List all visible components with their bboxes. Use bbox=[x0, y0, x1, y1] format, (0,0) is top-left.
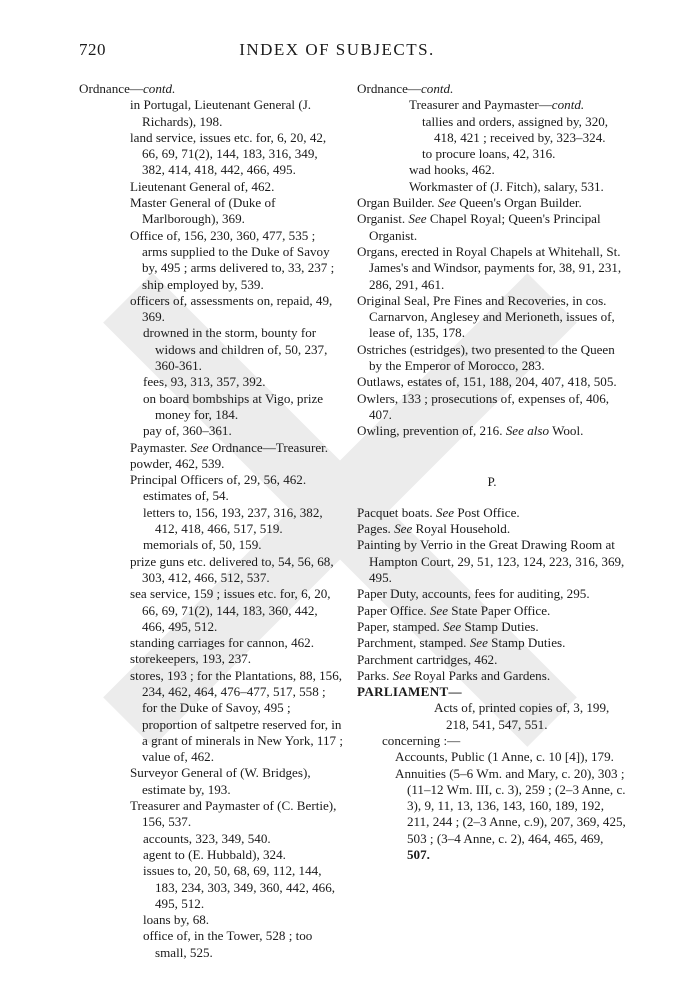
index-entry: issues to, 20, 50, 68, 69, 112, 144, 183, 234, 303, 349, 360, 442, 466, 495, 512. bbox=[143, 863, 336, 911]
page-number: 720 bbox=[79, 40, 106, 59]
index-entry: officers of, assessments on, repaid, 49, 369. bbox=[130, 292, 333, 325]
index-entry: Pacquet boats. See Post Office. bbox=[357, 504, 520, 520]
index-entry: office of, in the Tower, 528 ; too small, 525. bbox=[143, 928, 313, 960]
index-entry: Lieutenant General of, 462. bbox=[130, 178, 275, 194]
index-entry: Parchment cartridges, 462. bbox=[357, 651, 498, 667]
index-entry: Treasurer and Paymaster—contd. bbox=[409, 97, 585, 113]
index-entry: Paper Office. See State Paper Office. bbox=[357, 602, 551, 618]
parliament-accounts: Accounts, Public (1 Anne, c. 10 [4]), 179. bbox=[395, 749, 614, 765]
index-entry: to procure loans, 42, 316. bbox=[422, 146, 556, 162]
index-entry: standing carriages for cannon, 462. bbox=[130, 635, 314, 651]
parliament-acts: Acts of, printed copies of, 3, 199, 218, 541, 547, 551. bbox=[434, 700, 610, 732]
index-entry: memorials of, 50, 159. bbox=[143, 537, 262, 553]
page-header bbox=[0, 40, 674, 64]
index-entry: Organs, erected in Royal Chapels at Whitehall, St. James's and Windsor, payments for, 38, 91, 231, 286, 291, 461. bbox=[357, 243, 622, 292]
index-entry: pay of, 360–361. bbox=[143, 423, 232, 439]
parliament-heading: PARLIAMENT— bbox=[357, 684, 462, 700]
index-entry: Workmaster of (J. Fitch), salary, 531. bbox=[409, 178, 604, 194]
index-entry: fees, 93, 313, 357, 392. bbox=[143, 374, 266, 390]
right-column bbox=[357, 81, 627, 863]
index-entry: sea service, 159 ; issues etc. for, 6, 20, 66, 69, 71(2), 144, 183, 360, 442, 466, 495, 512. bbox=[130, 586, 331, 634]
index-entry: wad hooks, 462. bbox=[409, 162, 495, 178]
page-title: INDEX OF SUBJECTS. bbox=[239, 40, 435, 59]
section-letter: P. bbox=[487, 473, 497, 489]
left-column bbox=[79, 81, 343, 961]
index-entry: storekeepers, 193, 237. bbox=[130, 651, 252, 667]
index-entry: Treasurer and Paymaster of (C. Bertie), 156, 537. bbox=[130, 798, 337, 830]
ordnance-continued-block bbox=[357, 81, 627, 440]
index-entry: estimates of, 54. bbox=[143, 488, 229, 504]
index-entry: Paymaster. See Ordnance—Treasurer. bbox=[130, 439, 329, 455]
index-entry: Master General of (Duke of Marlborough), 369. bbox=[130, 195, 276, 227]
index-entry: Paper Duty, accounts, fees for auditing, 295. bbox=[357, 586, 590, 602]
index-entry: Organist. See Chapel Royal; Queen's Principal Organist. bbox=[357, 211, 601, 243]
index-entry: Office of, 156, 230, 360, 477, 535 ; arms supplied to the Duke of Savoy by, 495 ; arms delivered to, 33, 237 ; ship employed by, 539. bbox=[130, 227, 335, 292]
index-entry: on board bombships at Vigo, prize money for, 184. bbox=[143, 390, 324, 422]
index-entry: in Portugal, Lieutenant General (J. Richards), 198. bbox=[130, 97, 312, 129]
index-entry: Principal Officers of, 29, 56, 462. bbox=[130, 472, 307, 488]
index-entry: Ostriches (estridges), two presented to the Queen by the Emperor of Morocco, 283. bbox=[357, 341, 615, 374]
index-entry: Parchment, stamped. See Stamp Duties. bbox=[357, 635, 566, 651]
p-entries-block bbox=[357, 505, 627, 684]
parliament-annuities: Annuities (5–6 Wm. and Mary, c. 20), 303 ; (11–12 Wm. III, c. 3), 259 ; (2–3 Anne, c. 3), 9, 11, 13, 136, 143, 160, 189, 192, 211, 244 ; (2–3 Anne, c.9), 207, 369, 425, 503 ; (3–4 Anne, c. 2), 464, 465, 469, 507. bbox=[395, 765, 626, 863]
index-entry: land service, issues etc. for, 6, 20, 42, 66, 69, 71(2), 144, 183, 316, 349, 382, 414, 418, 442, 466, 495. bbox=[130, 129, 327, 178]
index-entry: Owling, prevention of, 216. See also Wool. bbox=[357, 423, 584, 439]
index-entry: tallies and orders, assigned by, 320, 418, 421 ; received by, 323–324. bbox=[422, 113, 609, 145]
index-entry: Paper, stamped. See Stamp Duties. bbox=[357, 618, 539, 634]
index-entry: stores, 193 ; for the Plantations, 88, 156, 234, 462, 464, 476–477, 517, 558 ; for the Duke of Savoy, 495 ; proportion of saltpetre reserved for, in a grant of minerals in New York, 117 ; value of, 462. bbox=[130, 667, 343, 765]
index-entry: drowned in the storm, bounty for widows and children of, 50, 237, 360-361. bbox=[143, 325, 328, 374]
index-entry: loans by, 68. bbox=[143, 912, 210, 928]
index-entry: Ordnance—contd. bbox=[79, 81, 176, 96]
index-entry: Ordnance—contd. bbox=[357, 81, 454, 96]
index-entry: Parks. See Royal Parks and Gardens. bbox=[357, 667, 551, 683]
index-entry: Owlers, 133 ; prosecutions of, expenses of, 406, 407. bbox=[357, 390, 610, 422]
index-entry: prize guns etc. delivered to, 54, 56, 68, 303, 412, 466, 512, 537. bbox=[130, 553, 334, 585]
index-entry: Outlaws, estates of, 151, 188, 204, 407, 418, 505. bbox=[357, 374, 617, 390]
index-entry: agent to (E. Hubbald), 324. bbox=[143, 846, 286, 862]
index-entry: letters to, 156, 193, 237, 316, 382, 412, 418, 466, 517, 519. bbox=[143, 504, 323, 537]
parliament-concerning: concerning :— bbox=[382, 732, 461, 748]
index-entry: Organ Builder. See Queen's Organ Builder. bbox=[357, 195, 582, 211]
index-entry: Pages. See Royal Household. bbox=[357, 521, 511, 537]
index-entry: Surveyor General of (W. Bridges), estimate by, 193. bbox=[130, 765, 311, 797]
index-entry: Original Seal, Pre Fines and Recoveries, in cos. Carnarvon, Anglesey and Merioneth, issues of, lease of, 135, 178. bbox=[357, 292, 615, 341]
index-entry: Painting by Verrio in the Great Drawing Room at Hampton Court, 29, 51, 123, 124, 223, 316, 369, 495. bbox=[357, 537, 625, 586]
index-entry: powder, 462, 539. bbox=[130, 455, 225, 471]
index-entry: accounts, 323, 349, 540. bbox=[143, 830, 271, 846]
